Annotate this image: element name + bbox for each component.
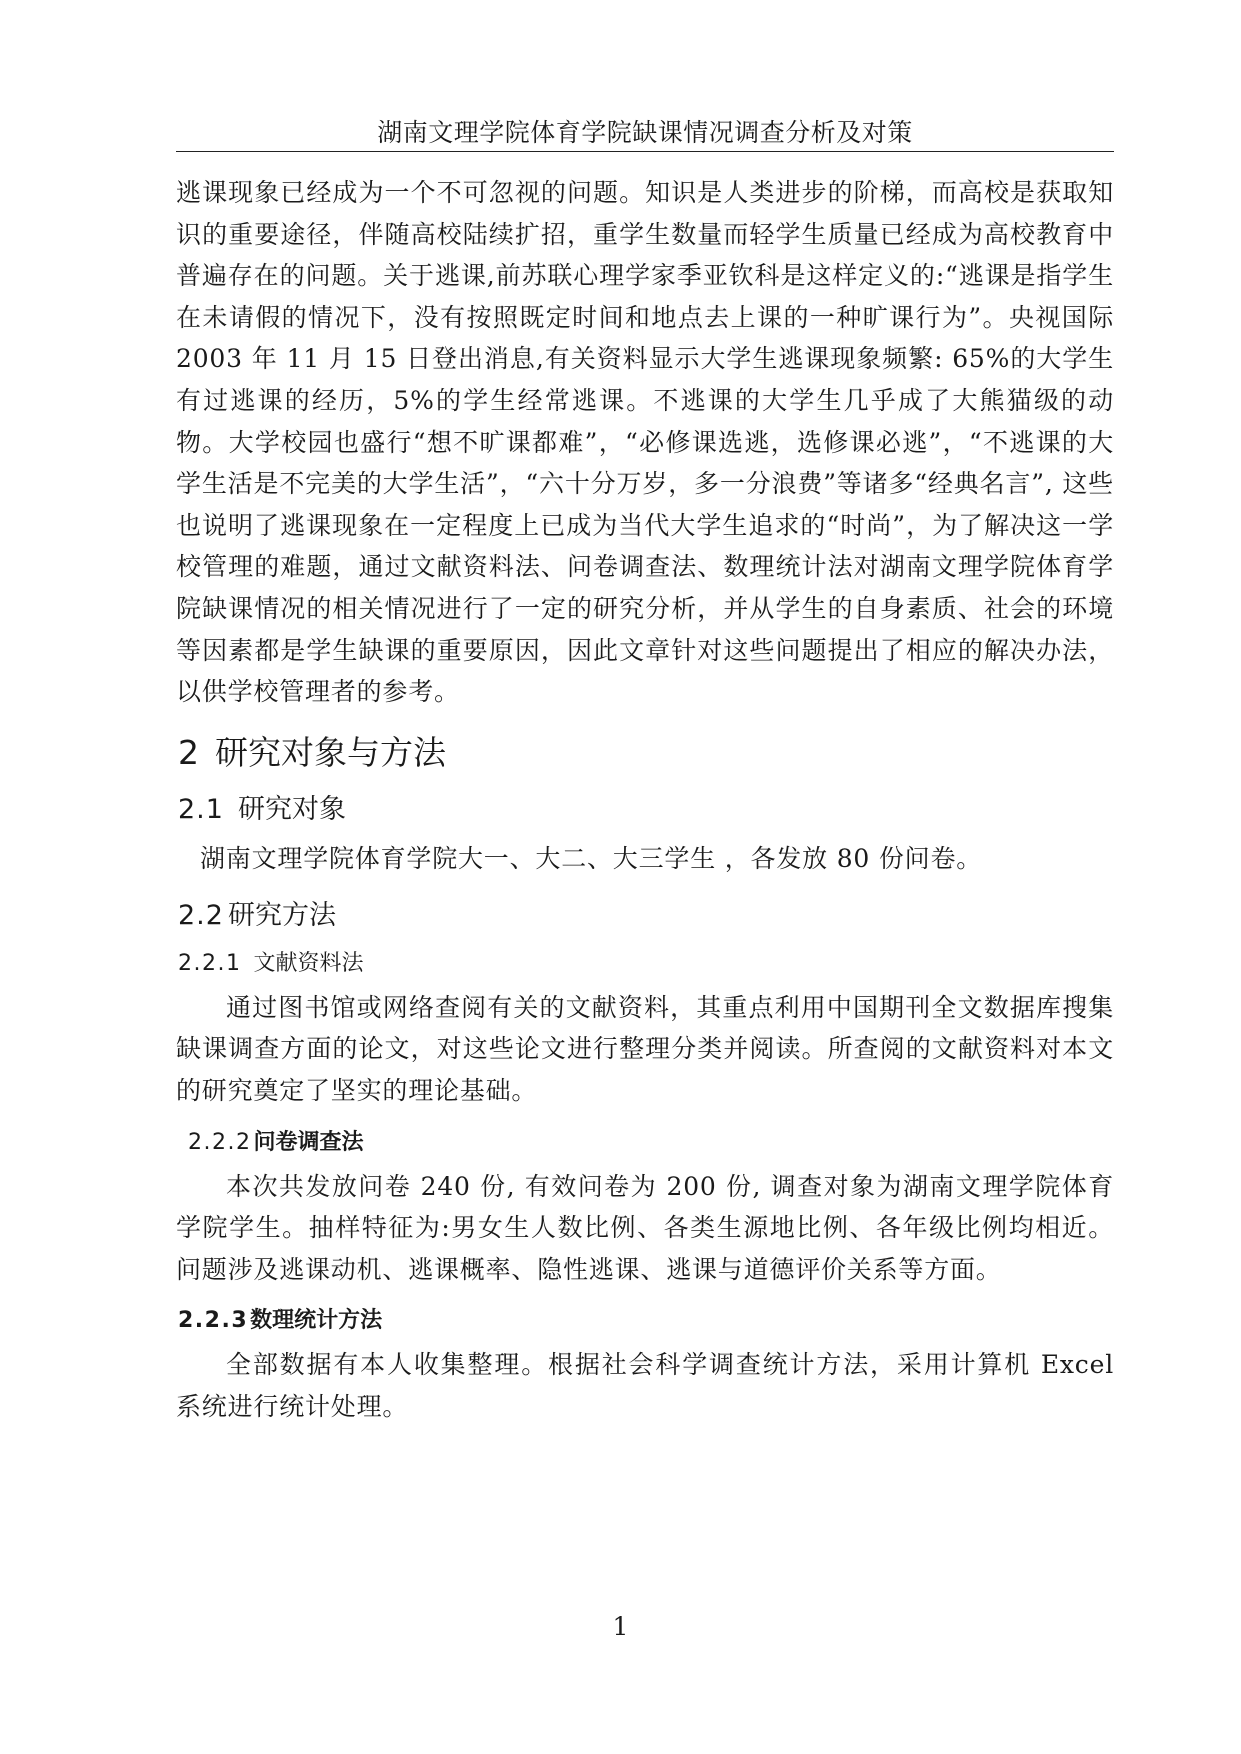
section-2-1-number: 2.1 <box>178 793 224 825</box>
section-2-2-heading <box>178 899 1114 933</box>
page-number: 1 <box>612 1612 629 1641</box>
section-2-heading <box>178 733 1114 773</box>
section-2-number: 2 <box>178 732 199 772</box>
section-2-2-2-heading <box>188 1128 1114 1158</box>
section-2-2-title: 研究方法 <box>227 899 336 931</box>
literature-method-paragraph: 通过图书馆或网络查阅有关的文献资料，其重点利用中国期刊全文数据库搜集缺课调查方面的论文，对这些论文进行整理分类并阅读。所查阅的文献资料对本文的研究奠定了坚实的理论基础。 <box>176 992 1114 1105</box>
section-2-2-3-heading <box>178 1306 1114 1336</box>
statistics-method-paragraph: 全部数据有本人收集整理。根据社会科学调查统计方法，采用计算机 Excel 系统进行统计处理。 <box>176 1350 1114 1421</box>
section-2-2-2-title: 问卷调查法 <box>253 1129 364 1155</box>
section-2-2-3-number: 2.2.3 <box>178 1308 249 1334</box>
research-object-text: 湖南文理学院体育学院大一、大二、大三学生 ，各发放 80 份问卷。 <box>200 843 983 873</box>
section-2-2-number: 2.2 <box>178 899 224 931</box>
section-2-2-3-title: 数理统计方法 <box>250 1308 383 1334</box>
questionnaire-method-paragraph: 本次共发放问卷 240 份, 有效问卷为 200 份, 调查对象为湖南文理学院体育学院学生。抽样特征为:男女生人数比例、各类生源地比例、各年级比例均相近。问题涉及逃课动机、逃课概率、隐性逃课、逃课与道德评价关系等方面。 <box>176 1171 1114 1284</box>
section-2-2-2-number: 2.2.2 <box>188 1129 252 1155</box>
section-2-2-1-title: 文献资料法 <box>253 950 364 976</box>
section-2-1-title: 研究对象 <box>237 793 346 825</box>
section-2-2-1-number: 2.2.1 <box>178 950 242 976</box>
section-2-title: 研究对象与方法 <box>215 732 446 772</box>
header-rule <box>176 151 1114 152</box>
section-2-1-heading <box>178 793 1114 827</box>
section-2-2-1-heading <box>178 949 1114 979</box>
running-header: 湖南文理学院体育学院缺课情况调查分析及对策 <box>377 118 913 147</box>
intro-paragraph: 逃课现象已经成为一个不可忽视的问题。知识是人类进步的阶梯，而高校是获取知识的重要途径，伴随高校陆续扩招，重学生数量而轻学生质量已经成为高校教育中普遍存在的问题。关于逃课,前苏联心理学家季亚钦科是这样定义的:“逃课是指学生在未请假的情况下，没有按照既定时间和地点去上课的一种旷课行为”。央视国际 2003 年 11 月 15 日登出消息,有关资料显示大学生逃课现象频繁: 65%的大学生有过逃课的经历，5%的学生经常逃课。不逃课的大学生几乎成了大熊猫级的动物。大学校园也盛行“想不旷课都难”，“必修课选逃，选修课必逃”，“不逃课的大学生活是不完美的大学生活”，“六十分万岁，多一分浪费”等诸多“经典名言”, 这些也说明了逃课现象在一定程度上已成为当代大学生追求的“时尚”，为了解决这一学校管理的难题，通过文献资料法、问卷调查法、数理统计法对湖南文理学院体育学院缺课情况的相关情况进行了一定的研究分析，并从学生的自身素质、社会的环境等因素都是学生缺课的重要原因，因此文章针对这些问题提出了相应的解决办法，以供学校管理者的参考。 <box>176 178 1114 707</box>
page-body <box>176 172 1114 1427</box>
